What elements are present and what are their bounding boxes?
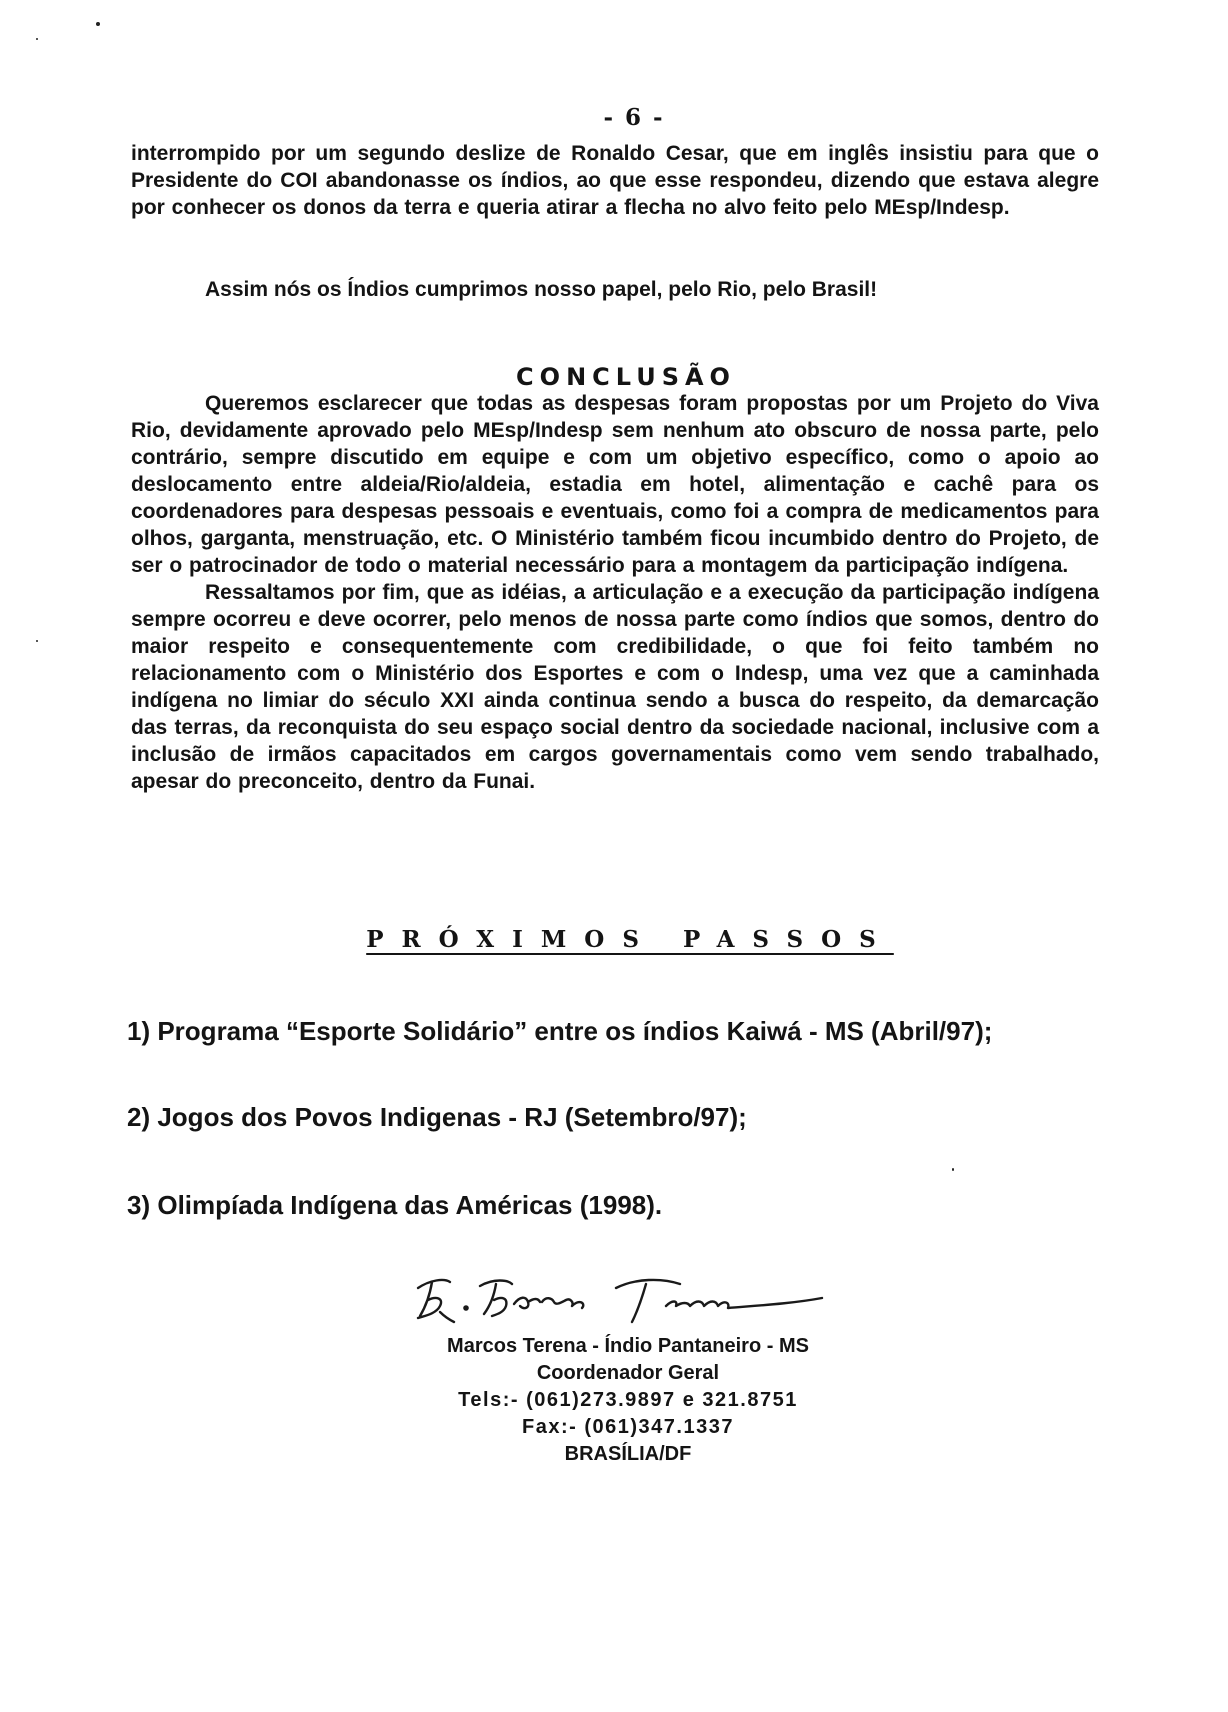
signer-fax: Fax:- (061)347.1337 [522,1416,734,1438]
next-step-item: 2) Jogos dos Povos Indigenas - RJ (Setembro/97); [127,1102,747,1132]
proximos-passos-heading-text: PRÓXIMOS PASSOS [366,926,894,953]
proximos-passos-heading [16,925,1228,955]
scan-speck [96,22,100,26]
handwritten-signature [410,1268,830,1328]
scan-speck [36,640,38,642]
conclusao-section [131,390,1099,795]
next-step-item: 3) Olimpíada Indígena das Américas (1998). [127,1190,663,1220]
conclusao-paragraph: Ressaltamos por fim, que as idéias, a articulação e a execução da participação indígena sempre ocorreu e deve ocorrer, pelo menos de nossa parte como índios que somos, dentro do maior respeito e consequentemente com credibilidade, o que foi feito também no relacionamento com o Ministério dos Esportes e com o Indesp, uma vez que a caminhada indígena no limiar do século XXI ainda continua sendo a busca do respeito, da demarcação das terras, da reconquista do seu espaço social dentro da sociedade nacional, inclusive com a inclusão de irmãos capacitados em cargos governamentais como vem sendo trabalhado, apesar do preconceito, dentro da Funai. [131,581,1099,793]
conclusao-paragraph: Queremos esclarecer que todas as despesas foram propostas por um Projeto do Viva Rio, devidamente aprovado pelo MEsp/Indesp sem nenhum ato obscuro de nossa parte, pelo contrário, sempre discutido em equipe e com um objetivo específico, como o apoio ao deslocamento entre aldeia/Rio/aldeia, estadia em hotel, alimentação e cachê para os coordenadores para despesas pessoais e eventuais, como foi a compra de medicamentos para olhos, garganta, menstruação, etc. O Ministério também ficou incumbido dentro do Projeto, de ser o patrocinador de todo o material necessário para a montagem da participação indígena. [131,392,1099,577]
signer-role: Coordenador Geral [536,1362,720,1384]
intro-text: interrompido por um segundo deslize de Ronaldo Cesar, que em inglês insistiu para que o Presidente do COI abandonasse os índios, ao que esse respondeu, dizendo que estava alegre por conhecer os donos da terra e queria atirar a flecha no alvo feito pelo MEsp/Indesp. [131,142,1099,219]
next-step-item: 1) Programa “Esporte Solidário” entre os índios Kaiwá - MS (Abril/97); [127,1016,993,1046]
signer-city: BRASÍLIA/DF [564,1443,692,1465]
page-number: - 6 - [603,104,665,131]
signer-name: Marcos Terena - Índio Pantaneiro - MS [447,1335,809,1357]
scan-speck [36,38,38,40]
scan-speck [952,1168,954,1171]
intro-paragraph [131,140,1099,221]
signer-phones: Tels:- (061)273.9897 e 321.8751 [458,1389,798,1411]
closing-statement: Assim nós os Índios cumprimos nosso papel, pelo Rio, pelo Brasil! [205,278,878,301]
signature-block [14,1333,1228,1468]
conclusao-heading: CONCLUSÃO [516,363,736,391]
